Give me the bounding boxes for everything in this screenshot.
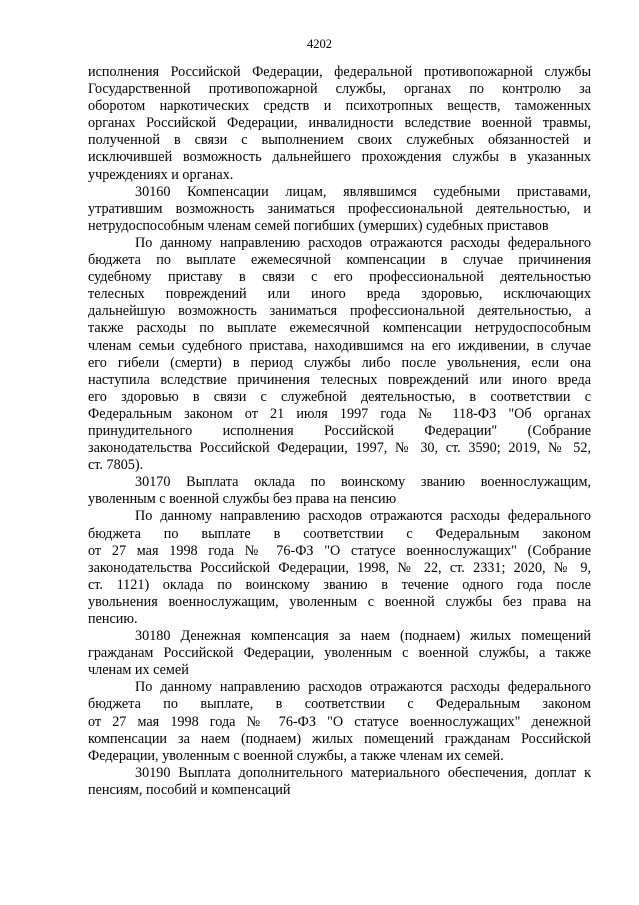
text-line: членам их семей — [88, 662, 189, 679]
text-line: полученной в связи с выполнением своих служебных обязанностей и — [88, 132, 591, 149]
text-line: телесных повреждений или иного вреда здоровью, исключающих — [88, 286, 591, 303]
text-line: дальнейшую возможность заниматься профессиональной деятельностью, а — [88, 303, 591, 320]
paragraph-heading-30190 — [88, 765, 591, 799]
text-line: также расходы по выплате ежемесячной компенсации нетрудоспособным — [88, 320, 591, 337]
text-line: от 27 мая 1998 года № 76-ФЗ "О статусе военнослужащих" (Собрание — [88, 542, 591, 559]
text-line: гражданам Российской Федерации, уволенным с военной службы, а также — [88, 645, 591, 662]
text-line: исключившей возможность дальнейшего прохождения службы в указанных — [88, 149, 591, 166]
paragraph-heading-30180 — [88, 628, 591, 679]
text-line: учреждениях и органах. — [88, 166, 234, 183]
text-line: компенсации за наем (поднаем) жилых помещений гражданам Российской — [88, 730, 591, 747]
text-line: судебному приставу в связи с его профессиональной деятельностью — [88, 269, 591, 286]
text-line: бюджета по выплате ежемесячной компенсации в случае причинения — [88, 252, 591, 269]
text-line: от 27 мая 1998 года № 76-ФЗ "О статусе военнослужащих" денежной — [88, 713, 591, 730]
text-line: принудительного исполнения Российской Федерации" (Собрание — [88, 422, 591, 439]
text-line: Федерации, уволенным с военной службы, а также членам их семей. — [88, 747, 504, 764]
text-line: оборотом наркотических средств и психотропных веществ, таможенных — [88, 98, 591, 115]
paragraph-heading-30170 — [88, 474, 591, 508]
paragraph-continuation — [88, 64, 591, 184]
text-line: 30180 Денежная компенсация за наем (поднаем) жилых помещений — [135, 628, 591, 645]
text-line: законодательства Российской Федерации, 1997, № 30, ст. 3590; 2019, № 52, — [88, 440, 591, 457]
text-line: ст. 1121) оклада по воинскому званию в течение одного года после — [88, 576, 591, 593]
text-line: увольнения военнослужащим, уволенным с военной службы без права на — [88, 593, 591, 610]
text-line: уволенным с военной службы без права на пенсию — [88, 491, 397, 508]
text-line: Государственной противопожарной службы, органах по контролю за — [88, 81, 591, 98]
text-line: 30170 Выплата оклада по воинскому званию военнослужащим, — [135, 474, 591, 491]
text-line: пенсиям, пособий и компенсаций — [88, 781, 291, 798]
paragraph-text-30160 — [88, 235, 591, 474]
text-line: бюджета по выплате в соответствии с Федеральным законом — [88, 525, 591, 542]
text-line: Федеральным законом от 21 июля 1997 года № 118-ФЗ "Об органах — [88, 405, 591, 422]
document-body — [88, 64, 591, 799]
text-line: По данному направлению расходов отражаются расходы федерального — [135, 234, 591, 251]
text-line: наступила вследствие причинения телесных повреждений или иного вреда — [88, 371, 591, 388]
text-line: членам семьи судебного пристава, находившимся на его иждивении, в случае — [88, 337, 591, 354]
text-line: ст. 7805). — [88, 457, 144, 474]
text-line: По данному направлению расходов отражаются расходы федерального — [135, 508, 591, 525]
paragraph-heading-30160 — [88, 184, 591, 235]
text-line: бюджета по выплате, в соответствии с Федеральным законом — [88, 696, 591, 713]
text-line: пенсию. — [88, 611, 138, 627]
paragraph-text-30170 — [88, 508, 591, 628]
text-line: 30160 Компенсации лицам, являвшимся судебными приставами, — [135, 183, 591, 200]
text-line: законодательства Российской Федерации, 1998, № 22, ст. 2331; 2020, № 9, — [88, 559, 591, 576]
text-line: утратившим возможность заниматься профессиональной деятельностью, и — [88, 200, 591, 217]
page-number: 4202 — [307, 37, 332, 51]
text-line: нетрудоспособным членам семей погибших (умерших) судебных приставов — [88, 217, 549, 234]
text-line: его гибели (смерти) в период службы либо после увольнения, если она — [88, 354, 591, 371]
paragraph-text-30180 — [88, 679, 591, 764]
text-line: По данному направлению расходов отражаются расходы федерального — [135, 679, 591, 696]
text-line: 30190 Выплата дополнительного материального обеспечения, доплат к — [135, 764, 591, 781]
text-line: его здоровью в связи с служебной деятельностью, в соответствии с — [88, 388, 591, 405]
text-line: исполнения Российской Федерации, федеральной противопожарной службы — [88, 64, 591, 80]
text-line: органах Российской Федерации, инвалидности вследствие военной травмы, — [88, 115, 591, 132]
